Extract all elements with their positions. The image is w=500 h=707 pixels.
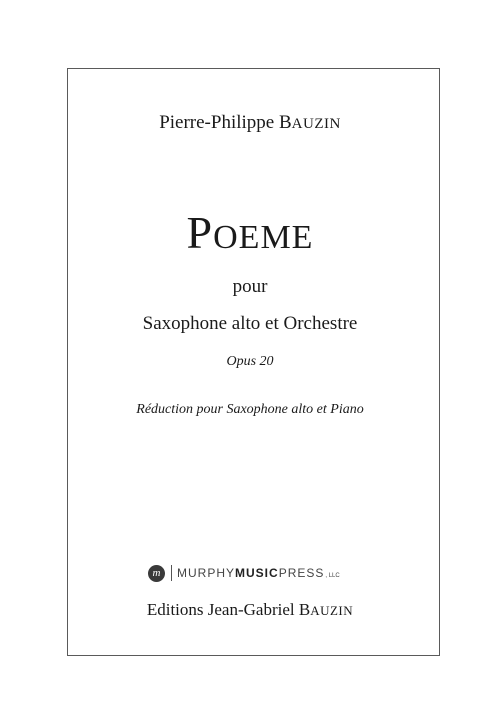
composer-surname-initial: B	[278, 112, 292, 133]
reduction-note: Réduction pour Saxophone alto et Piano	[136, 402, 364, 417]
publisher-logo-text	[177, 566, 340, 580]
editions-surname-initial: B	[298, 600, 311, 619]
publisher-logo	[148, 563, 340, 583]
title-initial: P	[186, 207, 214, 258]
logo-divider	[171, 565, 172, 581]
pour-text: pour	[232, 276, 268, 297]
composer-name	[0, 112, 500, 134]
editions-surname-rest: AUZIN	[310, 603, 354, 618]
logo-word-murphy: MURPHY	[177, 566, 236, 580]
logo-word-music: MUSIC	[235, 566, 279, 580]
instrumentation-text: Saxophone alto et Orchestre	[142, 313, 358, 334]
title-rest: OEME	[213, 219, 314, 256]
work-title	[0, 206, 500, 259]
publisher-editions	[0, 600, 500, 620]
composer-surname-rest: AUZIN	[291, 116, 341, 132]
publisher-logo-icon: m	[148, 565, 165, 582]
opus-number: Opus 20	[226, 354, 274, 369]
editions-prefix: Editions Jean-Gabriel	[146, 600, 295, 619]
logo-word-press: PRESS	[278, 566, 325, 580]
composer-first-names: Pierre-Philippe	[159, 112, 275, 133]
logo-llc: , LLC	[325, 573, 340, 579]
